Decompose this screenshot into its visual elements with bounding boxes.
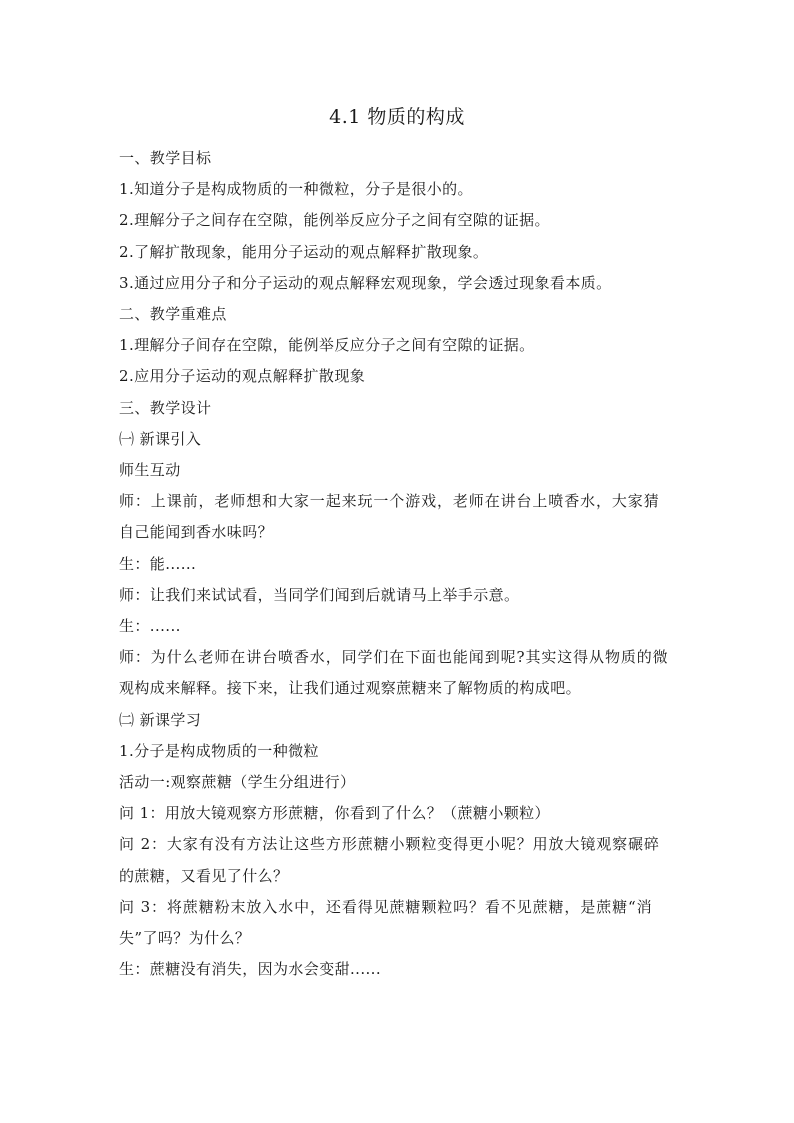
section-heading-design: 三、教学设计 <box>119 398 212 417</box>
paragraph-line: 问 3：将蔗糖粉末放入水中，还看得见蔗糖颗粒吗？看不见蔗糖，是蔗糖“消 <box>119 897 653 916</box>
document-title: 4.1 物质的构成 <box>329 106 465 128</box>
paragraph-line: 自己能闻到香水味吗？ <box>119 523 274 542</box>
paragraph-line: 问 2：大家有没有方法让这些方形蔗糖小颗粒变得更小呢？用放大镜观察碾碎 <box>119 835 660 854</box>
paragraph-line: 的蔗糖，又看见了什么？ <box>119 866 289 885</box>
key-point-item: 2.应用分子运动的观点解释扩散现象 <box>119 367 366 386</box>
paragraph-line: 问 1：用放大镜观察方形蔗糖，你看到了什么？（蔗糖小颗粒） <box>119 804 550 823</box>
objective-item: 3.通过应用分子和分子运动的观点解释宏观现象，学会透过现象看本质。 <box>119 273 612 292</box>
subsection-heading-new-lesson: ㈡ 新课学习 <box>119 710 202 729</box>
section-heading-objectives: 一、教学目标 <box>119 149 212 167</box>
paragraph-line: 师：为什么老师在讲台喷香水，同学们在下面也能闻到呢?其实这得从物质的微 <box>119 648 669 667</box>
paragraph-line: 生：蔗糖没有消失，因为水会变甜...... <box>119 960 382 979</box>
section-heading-key-points: 二、教学重难点 <box>119 305 227 324</box>
paragraph-line: 观构成来解释。接下来，让我们通过观察蔗糖来了解物质的构成吧。 <box>119 679 582 698</box>
paragraph-line: 生：能...... <box>119 554 197 573</box>
paragraph-line: 失”了吗？为什么？ <box>119 929 251 948</box>
paragraph-line: 1.分子是构成物质的一种微粒 <box>119 741 319 760</box>
objective-item: 2.理解分子之间存在空隙，能例举反应分子之间有空隙的证据。 <box>119 211 550 230</box>
objective-item: 1.知道分子是构成物质的一种微粒，分子是很小的。 <box>119 180 473 199</box>
paragraph-line: 师：让我们来试试看，当同学们闻到后就请马上举手示意。 <box>119 585 520 604</box>
paragraph-line: 生：...... <box>119 617 181 636</box>
subsection-heading-intro: ㈠ 新课引入 <box>119 429 202 448</box>
paragraph-line: 活动一:观察蔗糖（学生分组进行） <box>119 773 356 792</box>
objective-item: 2.了解扩散现象，能用分子运动的观点解释扩散现象。 <box>119 242 489 261</box>
key-point-item: 1.理解分子间存在空隙，能例举反应分子之间有空隙的证据。 <box>119 336 535 355</box>
paragraph-line: 师生互动 <box>119 461 181 480</box>
document-body <box>119 143 679 985</box>
paragraph-line: 师：上课前，老师想和大家一起来玩一个游戏，老师在讲台上喷香水，大家猜 <box>119 492 660 511</box>
